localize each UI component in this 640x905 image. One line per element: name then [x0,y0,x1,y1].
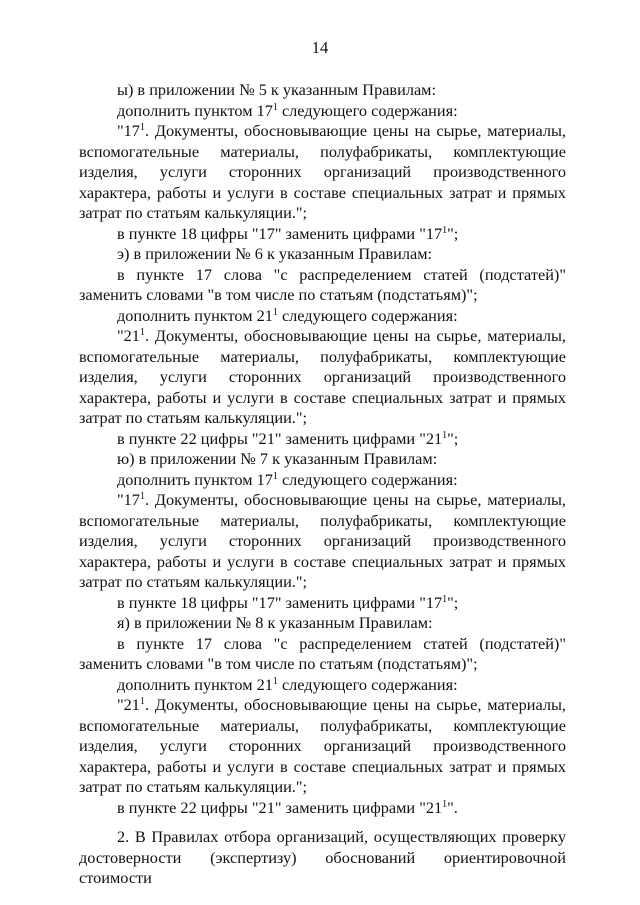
paragraph [79,80,566,101]
superscript-index: 1 [272,470,278,482]
paragraph [79,101,566,122]
text-run: э) в приложении № 6 к указанным Правилам: [117,244,433,263]
superscript-index: 1 [139,327,145,338]
text-run: ". [447,797,458,817]
text-run: . Документы, обосновывающие цены на сырье, материалы, вспомогательные материалы, полуфабрикаты, комплектующие изделия, услуги сторонних организаций производственного характера, работы и услуги в составе специальных затрат и прямых затрат по статьям калькуляции."; [79,326,566,427]
paragraph [79,224,566,245]
superscript-index: 1 [272,306,278,318]
text-run: я) в приложении № 8 к указанным Правилам: [117,613,433,632]
text-run: в пункте 17 слова "с распределением статей (подстатей)" заменить словами "в том числе по статьям (подстатьям)"; [79,633,566,673]
text-run: "; [447,223,459,243]
paragraph [79,306,566,327]
text-run: следующего содержания: [277,100,458,120]
paragraph [79,121,566,224]
paragraph [79,265,566,306]
page-number: 14 [311,38,329,57]
superscript-index: 1 [139,122,145,133]
text-run: "21 [117,326,140,345]
text-run: "17 [117,490,140,509]
superscript-index: 1 [272,675,278,687]
text-run: следующего содержания: [277,305,458,325]
text-run: "; [447,428,459,448]
paragraph [79,613,566,634]
document-body [79,80,566,889]
text-run: следующего содержания: [277,674,458,694]
text-run: ю) в приложении № 7 к указанным Правилам: [117,449,438,468]
superscript-index: 1 [442,429,448,441]
paragraph [79,593,566,614]
text-run: . Документы, обосновывающие цены на сырье, материалы, вспомогательные материалы, полуфабрикаты, комплектующие изделия, услуги сторонних организаций производственного характера, работы и услуги в составе специальных затрат и прямых затрат по статьям калькуляции."; [79,490,566,591]
text-run: "17 [117,121,140,140]
text-run: в пункте 18 цифры "17" заменить цифрами "17 [117,592,443,612]
paragraph [79,695,566,798]
text-run: "; [447,592,459,612]
text-run: в пункте 22 цифры "21" заменить цифрами "21 [117,797,443,817]
superscript-index: 1 [139,696,145,707]
text-run: в пункте 22 цифры "21" заменить цифрами "21 [117,428,443,448]
text-run: дополнить пунктом 21 [117,674,273,694]
text-run: в пункте 17 слова "с распределением статей (подстатей)" заменить словами "в том числе по статьям (подстатьям)"; [79,264,566,304]
superscript-index: 1 [442,224,448,236]
text-run: "21 [117,695,140,714]
paragraph [79,827,566,889]
text-run: . Документы, обосновывающие цены на сырье, материалы, вспомогательные материалы, полуфабрикаты, комплектующие изделия, услуги сторонних организаций производственного характера, работы и услуги в составе специальных затрат и прямых затрат по статьям калькуляции."; [79,121,566,222]
text-run: 2. В Правилах отбора организаций, осуществляющих проверку достоверности (экспертизу) обоснований ориентировочной стоимости [79,827,566,887]
superscript-index: 1 [442,593,448,605]
text-run: следующего содержания: [277,469,458,489]
text-run: дополнить пунктом 17 [117,100,273,120]
text-run: ы) в приложении № 5 к указанным Правилам: [117,80,437,99]
text-run: дополнить пунктом 21 [117,305,273,325]
paragraph [79,634,566,675]
paragraph [79,244,566,265]
superscript-index: 1 [442,798,448,810]
section-gap [79,818,566,827]
paragraph [79,429,566,450]
paragraph [79,470,566,491]
paragraph [79,326,566,429]
text-run: . Документы, обосновывающие цены на сырье, материалы, вспомогательные материалы, полуфабрикаты, комплектующие изделия, услуги сторонних организаций производственного характера, работы и услуги в составе специальных затрат и прямых затрат по статьям калькуляции."; [79,695,566,796]
paragraph [79,449,566,470]
paragraph [79,490,566,593]
paragraph [79,798,566,819]
paragraph [79,675,566,696]
text-run: в пункте 18 цифры "17" заменить цифрами "17 [117,223,443,243]
superscript-index: 1 [272,101,278,113]
superscript-index: 1 [139,491,145,502]
text-run: дополнить пунктом 17 [117,469,273,489]
